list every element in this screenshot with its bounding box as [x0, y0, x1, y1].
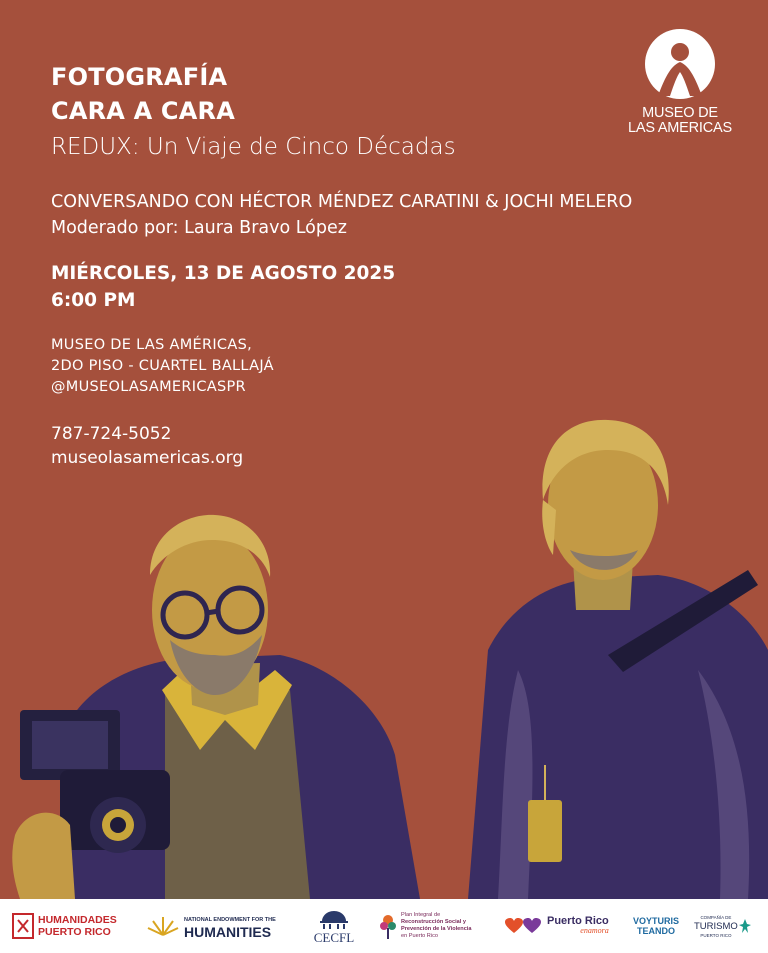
heart-icon [504, 917, 544, 935]
museum-logo [620, 28, 740, 136]
sponsor-voy-turisteando [628, 899, 684, 953]
sponsor-cecfl [306, 899, 362, 953]
speakers-line: CONVERSANDO CON HÉCTOR MÉNDEZ CARATINI & JOCHI MELERO [51, 192, 633, 212]
sponsor-puerto-rico-enamora [504, 899, 612, 953]
sponsor-neh [146, 899, 294, 953]
title-line-1: FOTOGRAFÍA [51, 63, 228, 91]
cecfl-label: CECFL [313, 929, 355, 945]
event-title [51, 60, 235, 128]
moderator-line: Moderado por: Laura Bravo López [51, 218, 347, 238]
sponsor-humanidades-puerto-rico [12, 899, 132, 953]
sponsor-compania-turismo [694, 899, 758, 953]
sponsor-plan-integral [378, 899, 490, 953]
plan-line1: Plan Integral de [401, 912, 441, 918]
cecfl-building-icon [314, 909, 354, 931]
turismo-main: TURISMO [694, 920, 738, 932]
venue-floor: 2DO PISO - CUARTEL BALLAJÁ [51, 358, 274, 374]
phone-number: 787-724-5052 [51, 424, 172, 444]
museum-figure-icon [644, 28, 716, 100]
voy-line2: TEANDO [637, 926, 675, 936]
humanidades-line2: PUERTO RICO [38, 926, 111, 938]
neh-line1: NATIONAL ENDOWMENT FOR THE [184, 917, 276, 923]
logo-text-line2: LAS AMERICAS [628, 120, 732, 136]
neh-line2: HUMANITIES [184, 924, 272, 940]
pr-name: Puerto Rico [547, 915, 609, 927]
pr-tagline: enamora [580, 926, 609, 935]
event-subtitle: REDUX: Un Viaje de Cinco Décadas [51, 134, 456, 160]
turismo-small: COMPAÑÍA DE [700, 914, 732, 920]
photo-hector-mendez-caratini [0, 505, 430, 899]
social-handle: @MUSEOLASAMERICASPR [51, 379, 246, 395]
neh-sunburst-icon [146, 916, 180, 936]
photo-jochi-melero [458, 410, 768, 899]
plan-line2: Reconstrucción Social y [401, 919, 466, 925]
plan-integral-flower-icon [378, 912, 398, 940]
title-line-2: CARA A CARA [51, 97, 235, 125]
venue-name: MUSEO DE LAS AMÉRICAS, [51, 337, 252, 353]
turismo-star-icon [738, 918, 752, 934]
plan-line3: Prevención de la Violencia [401, 926, 472, 932]
website-link[interactable]: museolasamericas.org [51, 448, 244, 468]
humanidades-line1: HUMANIDADES [38, 914, 117, 926]
logo-text-line1: MUSEO DE [642, 105, 718, 121]
plan-line4: en Puerto Rico [401, 933, 439, 939]
event-time: 6:00 PM [51, 290, 136, 311]
sponsor-bar [0, 899, 768, 953]
event-date: MIÉRCOLES, 13 DE AGOSTO 2025 [51, 263, 396, 284]
turismo-sub: PUERTO RICO [700, 932, 732, 938]
humanidades-mark-icon [12, 913, 34, 939]
voy-line1: VOYTURIS [632, 916, 679, 926]
